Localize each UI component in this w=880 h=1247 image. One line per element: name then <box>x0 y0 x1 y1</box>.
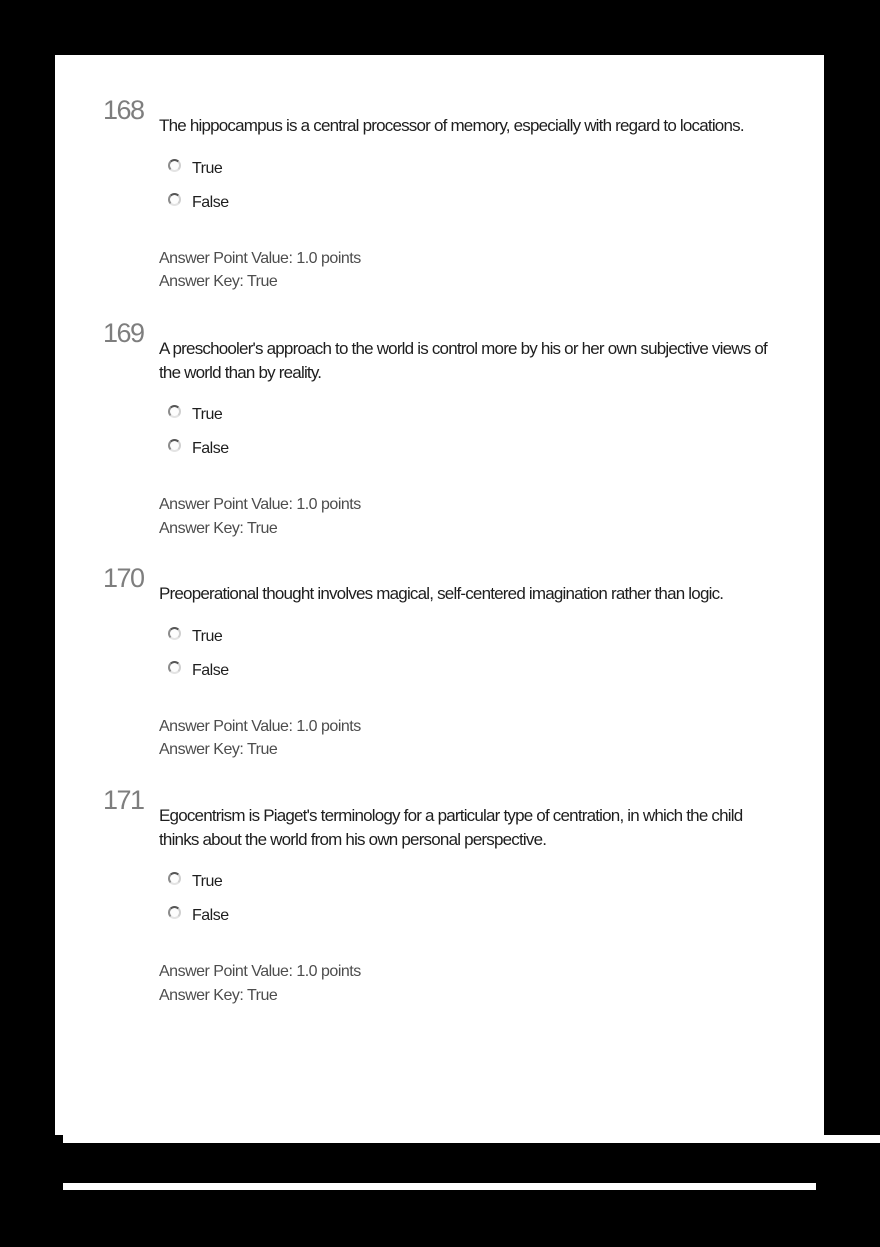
option-label: True <box>192 873 223 890</box>
radio-button-icon[interactable] <box>168 405 181 418</box>
question-text <box>159 582 793 606</box>
answer-point-value: Answer Point Value: 1.0 points <box>159 249 361 267</box>
question-block <box>103 563 793 762</box>
question-text <box>159 804 793 851</box>
quiz-page <box>55 55 824 1135</box>
option-row[interactable] <box>168 403 793 437</box>
answer-key: Answer Key: True <box>159 273 278 290</box>
radio-button-icon[interactable] <box>168 193 181 206</box>
question-body <box>159 100 793 294</box>
option-label: False <box>192 907 229 924</box>
question-text-line: The hippocampus is a central processor of memory, especially with regard to locations. <box>159 116 744 135</box>
option-label: True <box>192 406 223 423</box>
radio-button-icon[interactable] <box>168 872 181 885</box>
question-number: 169 <box>103 318 144 348</box>
radio-button-icon[interactable] <box>168 661 181 674</box>
page-bottom-edge <box>63 1135 880 1143</box>
question-text-line: the world than by reality. <box>159 362 322 382</box>
option-label: False <box>192 661 229 679</box>
answer-options <box>168 403 793 471</box>
answer-info <box>159 247 793 294</box>
answer-options <box>168 157 793 225</box>
question-block <box>103 95 793 294</box>
answer-key: Answer Key: True <box>159 741 278 758</box>
next-page-edge <box>63 1183 816 1190</box>
option-row[interactable] <box>168 659 793 693</box>
option-row[interactable] <box>168 904 793 938</box>
question-text-line: Preoperational thought involves magical, self-centered imagination rather than logic. <box>159 584 724 603</box>
question-text <box>159 337 793 384</box>
answer-options <box>168 625 793 693</box>
question-body <box>159 568 793 762</box>
answer-info <box>159 715 793 762</box>
option-row[interactable] <box>168 870 793 904</box>
question-number: 170 <box>103 563 144 593</box>
option-label: False <box>192 440 229 457</box>
answer-point-value: Answer Point Value: 1.0 points <box>159 963 361 980</box>
option-row[interactable] <box>168 437 793 471</box>
answer-info <box>159 960 793 1007</box>
question-number: 171 <box>103 785 144 815</box>
question-text <box>159 114 793 138</box>
answer-key: Answer Key: True <box>159 519 278 537</box>
answer-point-value: Answer Point Value: 1.0 points <box>159 496 361 513</box>
radio-button-icon[interactable] <box>168 439 181 452</box>
answer-point-value: Answer Point Value: 1.0 points <box>159 717 361 735</box>
option-row[interactable] <box>168 157 793 191</box>
question-text-line: thinks about the world from his own personal perspective. <box>159 829 547 849</box>
answer-options <box>168 870 793 938</box>
option-label: False <box>192 193 229 211</box>
option-label: True <box>192 159 223 177</box>
answer-info <box>159 493 793 540</box>
answer-key: Answer Key: True <box>159 986 278 1004</box>
radio-button-icon[interactable] <box>168 906 181 919</box>
question-text-line: A preschooler's approach to the world is control more by his or her own subjective views of <box>159 339 767 358</box>
question-body <box>159 323 793 540</box>
option-row[interactable] <box>168 191 793 225</box>
question-body <box>159 790 793 1007</box>
question-text-line: Egocentrism is Piaget's terminology for a particular type of centration, in which the child <box>159 806 743 825</box>
option-row[interactable] <box>168 625 793 659</box>
question-block <box>103 785 793 1007</box>
radio-button-icon[interactable] <box>168 159 181 172</box>
radio-button-icon[interactable] <box>168 627 181 640</box>
option-label: True <box>192 627 223 645</box>
question-number: 168 <box>103 95 144 125</box>
question-block <box>103 318 793 540</box>
